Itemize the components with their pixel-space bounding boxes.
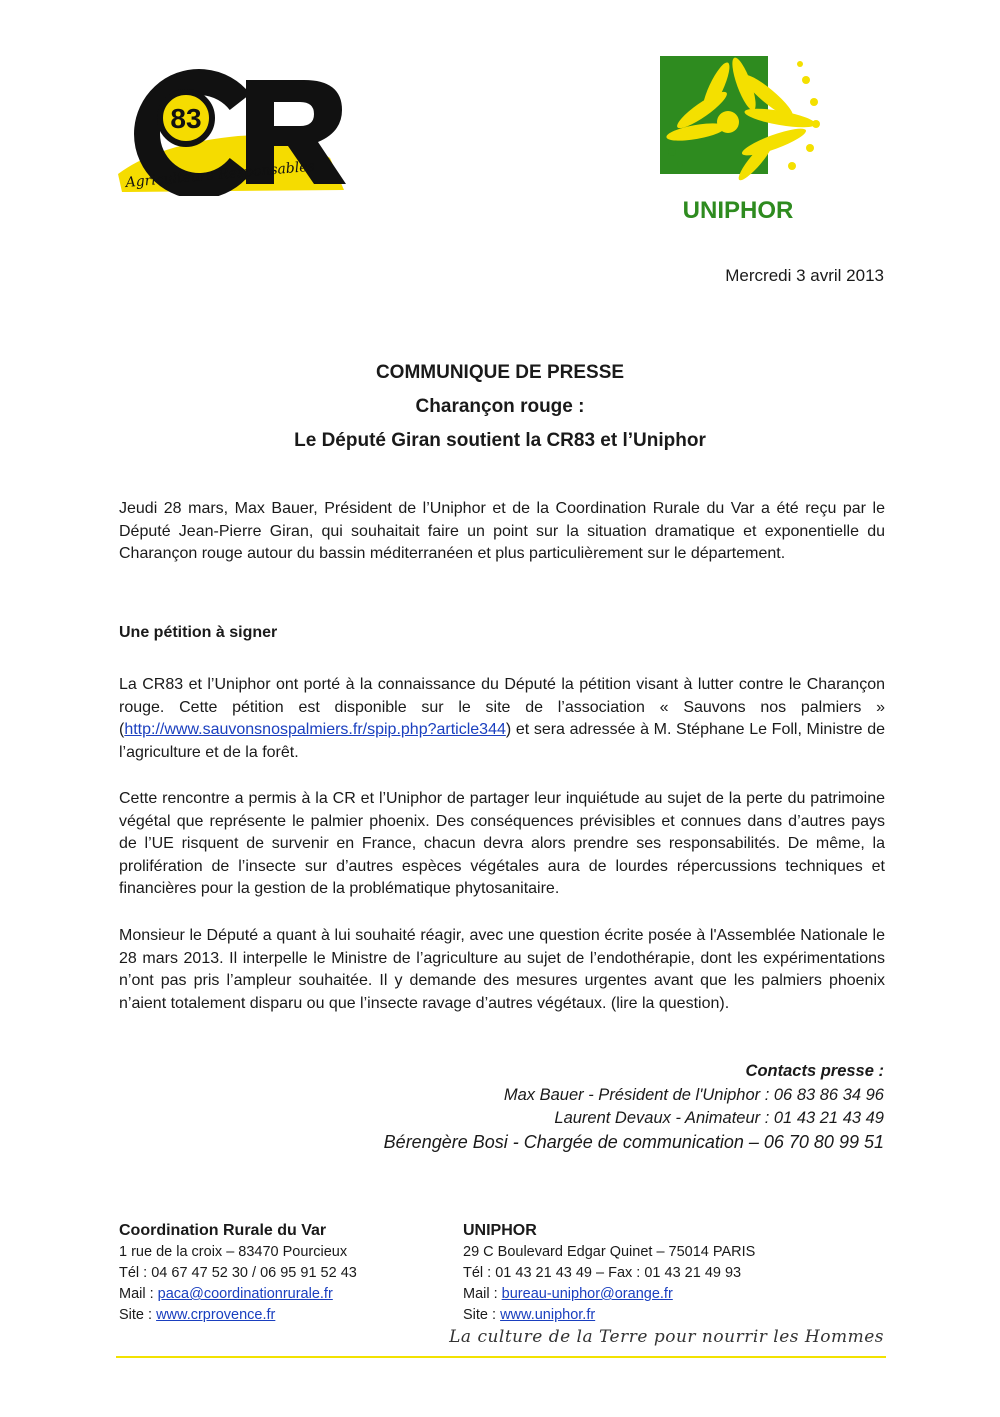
footer-cr-phone: Tél : 04 67 47 52 30 / 06 95 91 52 43 bbox=[119, 1265, 357, 1281]
footer-cr-site-link[interactable]: www.crprovence.fr bbox=[156, 1307, 276, 1323]
press-release-headline: Le Député Giran soutient la CR83 et l’Uniphor bbox=[294, 430, 706, 451]
petition-paragraph bbox=[119, 674, 885, 764]
footer-uniphor-mail-label: Mail : bbox=[463, 1286, 502, 1302]
footer-uniphor-site-link[interactable]: www.uniphor.fr bbox=[500, 1307, 596, 1323]
footer-cr-site-label: Site : bbox=[119, 1307, 157, 1323]
footer-uniphor-street: 29 C Boulevard Edgar Quinet – 75014 PARIS bbox=[463, 1244, 756, 1260]
footer-uniphor-org: UNIPHOR bbox=[463, 1222, 537, 1239]
petition-text-before: La CR83 et l’Uniphor ont porté à la connaissance du Député la pétition visant à lutter contre le Charançon rouge. Cette pétition est disponible sur le site de l’association « Sauvons nos palmiers » ( bbox=[119, 676, 885, 738]
footer-cr-mail-label: Mail : bbox=[119, 1286, 158, 1302]
press-contacts-title: Contacts presse : bbox=[745, 1062, 884, 1080]
question-paragraph: Monsieur le Député a quant à lui souhaité réagir, avec une question écrite posée à l'Assemblée Nationale le 28 mars 2013. Il interpelle le Ministre de l’agriculture au sujet de l’endothérapie, dont les expérimentations n’ont pas pris l’ampleur souhaitée. Il y demande des mesures urgentes avant que les palmiers phoenix n’aient totalement disparu ou que l’insecte ravage d’autres végétaux. (lire la question). bbox=[119, 927, 885, 1012]
cr83-logo-tagline: Agriculteurs Responsables bbox=[124, 158, 316, 191]
cr83-logo bbox=[118, 66, 348, 196]
footer-uniphor-address bbox=[463, 1220, 755, 1326]
footer-uniphor-site-label: Site : bbox=[463, 1307, 501, 1323]
press-contact-line: Max Bauer - Président de l'Uniphor : 06 83 86 34 96 bbox=[503, 1085, 884, 1104]
press-contacts bbox=[384, 1060, 884, 1154]
footer-cr-address bbox=[119, 1220, 357, 1326]
press-release-title: COMMUNIQUE DE PRESSE bbox=[375, 362, 625, 383]
footer-cr-mail-link[interactable]: paca@coordinationrurale.fr bbox=[157, 1286, 333, 1302]
press-release-headings bbox=[0, 356, 1000, 458]
petition-text-after: ) et sera adressée à M. Stéphane Le Foll, Ministre de l’agriculture et de la forêt. bbox=[119, 721, 885, 761]
footer-uniphor-phone: Tél : 01 43 21 43 49 – Fax : 01 43 21 49 93 bbox=[463, 1265, 742, 1281]
press-contact-line: Bérengère Bosi - Chargée de communication – 06 70 80 99 51 bbox=[383, 1131, 884, 1152]
footer-cr-street: 1 rue de la croix – 83470 Pourcieux bbox=[119, 1244, 348, 1260]
footer-slogan: La culture de la Terre pour nourrir les Hommes bbox=[449, 1327, 884, 1347]
footer-uniphor-mail-link[interactable]: bureau-uniphor@orange.fr bbox=[501, 1286, 673, 1302]
document-date: Mercredi 3 avril 2013 bbox=[725, 266, 884, 285]
uniphor-logo bbox=[656, 52, 822, 224]
press-release-subject: Charançon rouge : bbox=[415, 396, 585, 417]
cr83-logo-number: 83 bbox=[170, 103, 202, 134]
meeting-paragraph: Cette rencontre a permis à la CR et l’Uniphor de partager leur inquiétude au sujet de la perte du patrimoine végétal que représente le palmier phoenix. Des conséquences prévisibles et connues dans d’autres pays de l’UE risquent de survenir en France, chacun devra alors prendre ses responsabilités. De même, la prolifération de l’insecte sur d’autres espèces végétales aura de lourdes répercussions techniques et financières pour la gestion de la problématique phytosanitaire. bbox=[119, 790, 885, 897]
footer-divider bbox=[116, 1356, 886, 1358]
footer-cr-org: Coordination Rurale du Var bbox=[119, 1222, 327, 1239]
intro-paragraph: Jeudi 28 mars, Max Bauer, Président de l’Uniphor et de la Coordination Rurale du Var a été reçu par le Député Jean-Pierre Giran, qui souhaitait faire un point sur la situation dramatique et exponentielle du Charançon rouge autour du bassin méditerranéen et plus particulièrement sur le département. bbox=[119, 500, 885, 562]
section-title: Une pétition à signer bbox=[119, 624, 278, 641]
petition-link[interactable]: http://www.sauvonsnospalmiers.fr/spip.php?article344 bbox=[124, 721, 506, 738]
uniphor-logo-name: UNIPHOR bbox=[682, 197, 794, 224]
press-contact-line: Laurent Devaux - Animateur : 01 43 21 43 49 bbox=[554, 1109, 884, 1127]
